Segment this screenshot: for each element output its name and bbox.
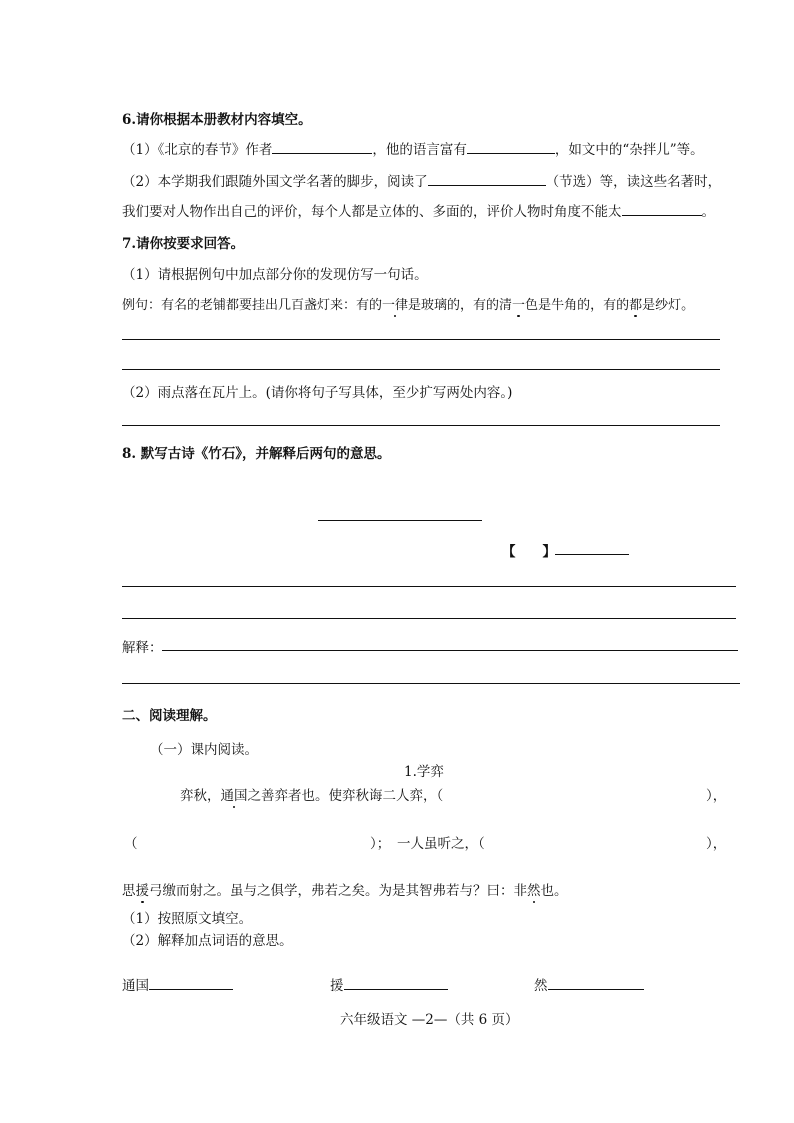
q8-poem-line-2[interactable] [122,618,736,619]
q8-dynasty-bracket: 【 】 [502,544,556,560]
q7-example [122,294,694,313]
task-2: （2）解释加点词语的意思。 [122,933,293,949]
section2-title: 二、阅读理解。 [122,708,217,724]
passage-title: 1.学弈 [404,764,444,780]
passage-line1 [180,784,443,804]
word-answer-3 [534,974,644,994]
page-footer: 六年级语文 —2—（共 6 页） [340,1012,519,1028]
q6-title: 6.请你根据本册教材内容填空。 [122,112,312,128]
q8-explain-line-2[interactable] [122,683,740,684]
q6-blank-author[interactable] [272,139,372,154]
task-1: （1）按照原文填空。 [122,911,253,927]
q6-line2 [122,170,721,190]
q7-sub1: （1）请根据例句中加点部分你的发现仿写一句话。 [122,267,428,283]
q6-blank-book[interactable] [428,171,546,186]
q6-blank-angle[interactable] [622,201,702,216]
q7-answer-line-2[interactable] [122,369,720,370]
q8-author-line[interactable] [555,554,629,555]
q8-title: 8. 默写古诗《竹石》，并解释后两句的意思。 [122,446,391,462]
passage-line3 [122,879,568,899]
q7-title: 7.请你按要求回答。 [122,236,245,252]
p3-dotted-ran: 然 [527,879,541,899]
q6-line3-b: 。 [701,204,715,220]
q7-ex-mid1: 是玻璃的，有的 [408,298,500,313]
p3-a: 思 [122,883,136,899]
q7-ex-dotted-1: 一律 [382,294,408,313]
q7-ex-mid2: 是牛角的，有的 [538,298,630,313]
p1-a: 弈秋， [180,788,221,804]
q8-poem-line-1[interactable] [122,586,736,587]
q8-poem-title-line[interactable] [318,520,482,521]
p3-c: 也。 [540,883,568,899]
word-answer-1 [122,974,233,994]
q7-answer-line-3[interactable] [122,425,720,426]
q7-ex-dotted-3: 都 [629,294,642,313]
word-2-blank[interactable] [344,975,448,990]
p1-c: ）， [706,788,727,804]
q6-line1-c: ，如文中的“杂拌儿”等。 [554,142,704,158]
p3-b: 弓缴而射之。虽与之俱学，弗若之矣。为是其智弗若与？曰：非 [149,883,527,899]
q6-line1 [122,138,704,158]
q7-ex-pre: 例句：有名的老铺都要挂出几百盏灯来：有的 [122,298,383,313]
p3-dotted-yuan: 援 [136,879,150,899]
word-2: 援 [330,978,344,994]
q6-line2-b: （节选）等，读这些名著时， [545,174,722,190]
q6-line1-a: （1）《北京的春节》作者 [122,142,273,158]
p1-dotted-tongguo: 通国 [221,784,248,804]
q8-explain-label: 解释： [122,640,163,656]
word-answer-2 [330,974,448,994]
section2-subtitle: （一）课内阅读。 [150,742,258,758]
word-3-blank[interactable] [548,975,644,990]
p2-a: （ [124,836,138,852]
q7-sub2: （2）雨点落在瓦片上。(请你将句子写具体，至少扩写两处内容。) [122,385,513,401]
q6-line2-a: （2）本学期我们跟随外国文学名著的脚步，阅读了 [122,174,428,190]
word-1-blank[interactable] [149,975,233,990]
q7-answer-line-1[interactable] [122,339,720,340]
p2-b: ）； 一人虽听之，（ [370,836,485,852]
q6-blank-language[interactable] [467,139,555,154]
q7-ex-dotted-2: 清一色 [499,294,538,313]
p2-c: ）， [706,836,727,852]
q7-ex-post: 是纱灯。 [642,298,695,313]
q6-line3 [122,200,715,220]
q6-line3-a: 我们要对人物作出自己的评价，每个人都是立体的、多面的，评价人物时角度不能太 [122,204,622,220]
word-1: 通国 [122,978,149,994]
p1-b: 之善弈者也。使弈秋诲二人弈，（ [247,788,444,804]
word-3: 然 [534,978,548,994]
q6-line1-b: ，他的语言富有 [372,142,467,158]
q8-explain-line-1[interactable] [162,650,738,651]
